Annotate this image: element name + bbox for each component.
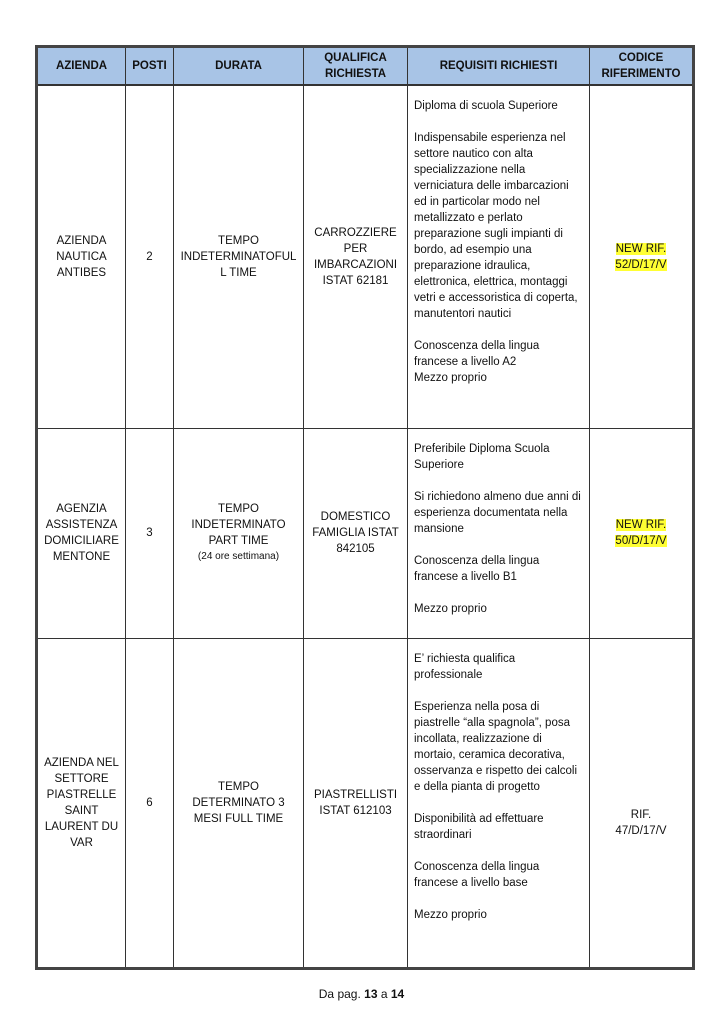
requisito: Si richiedono almeno due anni di esperienza documentata nella mansione — [414, 490, 581, 535]
codice-prefix: RIF. — [630, 808, 652, 821]
job-offers-table — [35, 45, 695, 970]
footer-total: 14 — [390, 987, 405, 1001]
header-azienda: AZIENDA — [37, 47, 126, 86]
requisito: Conoscenza della lingua francese a livello B1 — [414, 554, 540, 583]
cell-requisiti — [408, 85, 590, 428]
requisito: Conoscenza della lingua francese a livello A2 Mezzo proprio — [414, 340, 540, 384]
header-qualifica: QUALIFICA RICHIESTA — [304, 47, 408, 86]
cell-qualifica: PIASTRELLISTI ISTAT 612103 — [304, 638, 408, 968]
requisito: Mezzo proprio — [414, 908, 487, 921]
cell-codice — [590, 85, 694, 428]
footer-page: 13 — [364, 987, 378, 1001]
cell-qualifica: DOMESTICO FAMIGLIA ISTAT 842105 — [304, 428, 408, 638]
requisito: Preferibile Diploma Scuola Superiore — [414, 442, 550, 471]
cell-azienda: AZIENDA NEL SETTORE PIASTRELLE SAINT LAURENT DU VAR — [37, 638, 126, 968]
durata-text: TEMPO INDETERMINATOFUL L TIME — [180, 234, 297, 279]
codice-prefix: NEW RIF. — [615, 242, 667, 255]
cell-azienda: AZIENDA NAUTICA ANTIBES — [37, 85, 126, 428]
cell-durata — [174, 638, 304, 968]
requisito: Indispensabile esperienza nel settore nautico con alta specializzazione nella verniciatura delle imbarcazioni ed in particolar modo nel metallizzato e perlato preparazione sugli impianti di bordo, ad esempio una preparazione idraulica, elettronica, elettrica, montaggi vetri e accessoristica di coperta, manutentori nautici — [414, 132, 578, 320]
table-header-row — [37, 47, 694, 86]
codice-value: 50/D/17/V — [615, 535, 667, 547]
durata-note: (24 ore settimana) — [197, 551, 280, 562]
cell-durata — [174, 85, 304, 428]
cell-requisiti — [408, 638, 590, 968]
header-durata: DURATA — [174, 47, 304, 86]
cell-requisiti — [408, 428, 590, 638]
codice-value: 47/D/17/V — [615, 824, 667, 837]
cell-azienda: AGENZIA ASSISTENZA DOMICILIARE MENTONE — [37, 428, 126, 638]
table-row — [37, 638, 694, 968]
requisito: E’ richiesta qualifica professionale — [414, 652, 516, 681]
cell-qualifica: CARROZZIERE PER IMBARCAZIONI ISTAT 62181 — [304, 85, 408, 428]
cell-codice — [590, 428, 694, 638]
durata-text: TEMPO INDETERMINATO PART TIME — [191, 503, 286, 547]
requisito: Esperienza nella posa di piastrelle “alla spagnola”, posa incollata, realizzazione di mortaio, ceramica decorativa, osservanza e rispetto dei calcoli e della pianta di progetto — [414, 700, 577, 793]
cell-posti: 3 — [126, 428, 174, 638]
cell-durata — [174, 428, 304, 638]
cell-posti: 6 — [126, 638, 174, 968]
footer-prefix: Da pag. — [318, 987, 361, 1001]
codice-value: 52/D/17/V — [615, 258, 667, 271]
table-row — [37, 428, 694, 638]
footer-middle: a — [380, 987, 388, 1001]
codice-prefix: NEW RIF. — [615, 519, 667, 531]
requisito: Diploma di scuola Superiore — [414, 100, 558, 112]
header-requisiti: REQUISITI RICHIESTI — [408, 47, 590, 86]
page-footer — [0, 987, 723, 1001]
cell-codice — [590, 638, 694, 968]
page — [35, 45, 692, 970]
requisito: Mezzo proprio — [414, 602, 487, 615]
requisito: Disponibilità ad effettuare straordinari — [414, 812, 544, 841]
durata-text: TEMPO DETERMINATO 3 MESI FULL TIME — [192, 780, 285, 825]
cell-posti: 2 — [126, 85, 174, 428]
requisito: Conoscenza della lingua francese a livello base — [414, 860, 540, 889]
table-row — [37, 85, 694, 428]
header-codice: CODICE RIFERIMENTO — [590, 47, 694, 86]
header-posti: POSTI — [126, 47, 174, 86]
